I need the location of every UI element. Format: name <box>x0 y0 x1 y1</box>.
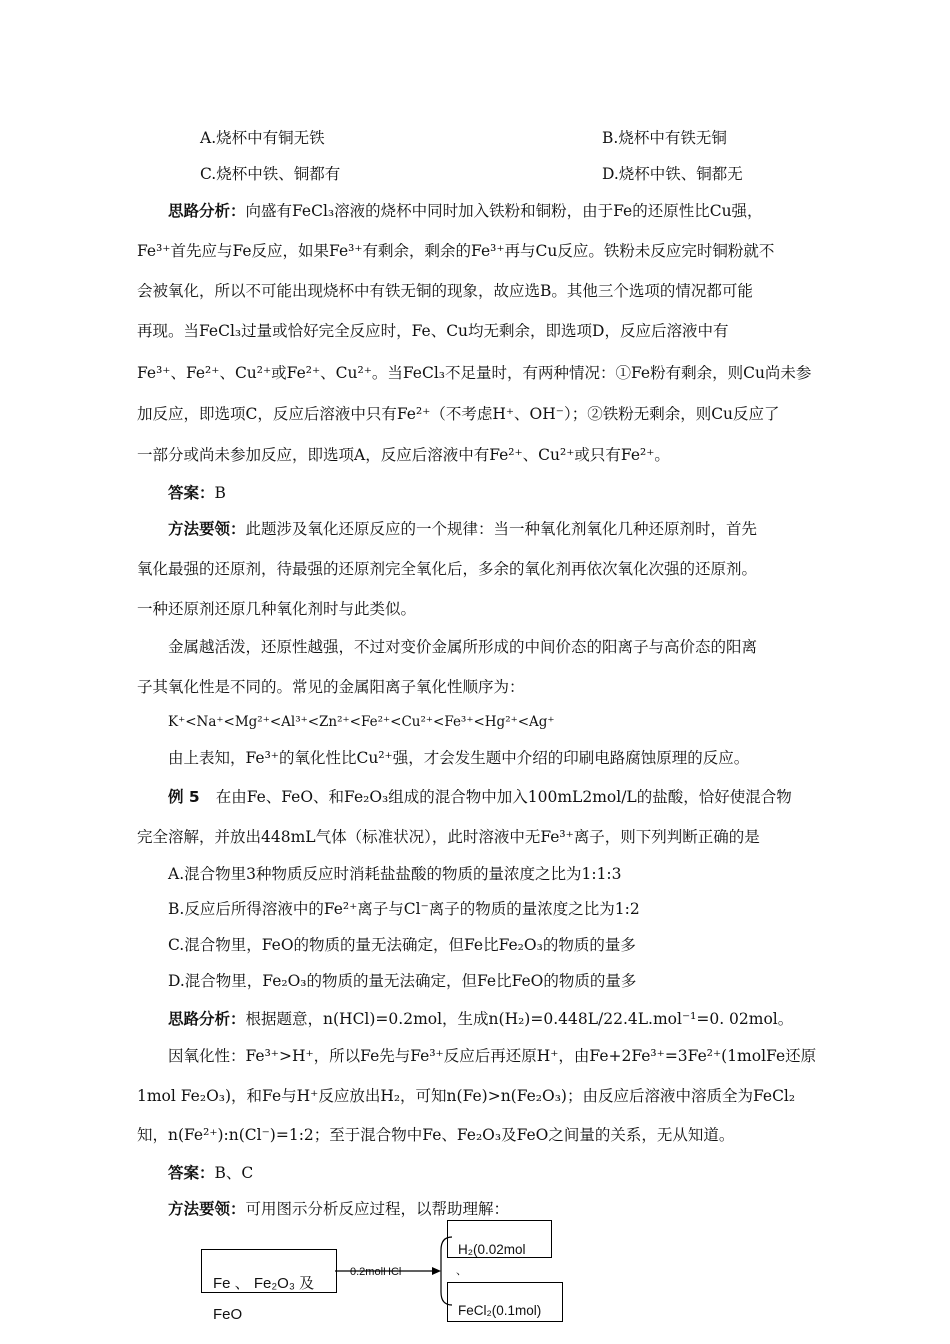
method2-line1: 方法要领：可用图示分析反应过程，以帮助理解： <box>168 1200 510 1218</box>
metal-para-line1: 金属越活泼，还原性越强，不过对变价金属所形成的中间价态的阳离子与高价态的阳离 <box>168 638 758 656</box>
analysis2-line1: 思路分析：根据题意，n(HCl)=0.2mol，生成n(H₂)=0.448L/22.4L.mol⁻¹=0. 02mol。 <box>168 1010 794 1028</box>
analysis1-line3: 会被氧化，所以不可能出现烧杯中有铁无铜的现象，故应选B。其他三个选项的情况都可能 <box>137 282 753 300</box>
oxidizing-order: K⁺<Na⁺<Mg²⁺<Al³⁺<Zn²⁺<Fe²⁺<Cu²⁺<Fe³⁺<Hg²⁺<Ag⁺ <box>168 714 555 730</box>
metal-para-line2: 子其氧化性是不同的。常见的金属阳离子氧化性顺序为： <box>137 678 525 696</box>
example5-option-a: A.混合物里3种物质反应时消耗盐盐酸的物质的量浓度之比为1:1:3 <box>168 865 622 883</box>
answer1-label: 答案： <box>168 484 215 502</box>
method1-line3: 一种还原剂还原几种氧化剂时与此类似。 <box>137 600 417 618</box>
analysis1-label: 思路分析： <box>168 202 246 220</box>
analysis1-line5: Fe³⁺、Fe²⁺、Cu²⁺或Fe²⁺、Cu²⁺。当FeCl₃不足量时，有两种情况：①Fe粉有剩余，则Cu尚未参 <box>137 364 812 382</box>
method1-line1: 方法要领：此题涉及氧化还原反应的一个规律：当一种氧化剂氧化几种还原剂时，首先 <box>168 520 758 538</box>
analysis1-line7: 一部分或尚未参加反应，即选项A，反应后溶液中有Fe²⁺、Cu²⁺或只有Fe²⁺。 <box>137 446 670 464</box>
analysis1-line2: Fe³⁺首先应与Fe反应，如果Fe³⁺有剩余，剩余的Fe³⁺再与Cu反应。铁粉未反应完时铜粉就不 <box>137 242 775 260</box>
method2-label: 方法要领： <box>168 1200 246 1218</box>
analysis2-line4: 知，n(Fe²⁺):n(Cl⁻)=1:2；至于混合物中Fe、Fe₂O₃及FeO之间量的关系，无从知道。 <box>137 1126 735 1144</box>
answer2 <box>168 1163 253 1183</box>
analysis2-line2: 因氧化性：Fe³⁺>H⁺，所以Fe先与Fe³⁺反应后再还原H⁺，由Fe+2Fe³⁺=3Fe²⁺(1molFe还原 <box>168 1047 817 1065</box>
answer2-label: 答案： <box>168 1164 215 1182</box>
option-d: D.烧杯中铁、铜都无 <box>602 165 743 183</box>
hydrogen-label-tail: 、 <box>456 1265 467 1277</box>
ferrous-chloride-label: FeCl₂(0.1mol) <box>458 1303 542 1318</box>
analysis2-line3: 1mol Fe₂O₃)，和Fe与H⁺反应放出H₂，可知n(Fe)>n(Fe₂O₃)；由反应后溶液中溶质全为FeCl₂ <box>137 1087 796 1105</box>
example5-line1: 例 5 在由Fe、FeO、和Fe₂O₃组成的混合物中加入100mL2mol/L的盐酸，恰好使混合物 <box>168 788 792 806</box>
analysis1-line1: 思路分析：向盛有FeCl₃溶液的烧杯中同时加入铁粉和铜粉，由于Fe的还原性比Cu强， <box>168 202 763 220</box>
analysis1-line4: 再现。当FeCl₃过量或恰好完全反应时，Fe、Cu均无剩余，即选项D，反应后溶液中有 <box>137 322 729 340</box>
method1-label: 方法要领： <box>168 520 246 538</box>
reactants-label-line1: Fe 、 Fe₂O₃ 及 <box>213 1275 315 1292</box>
analysis2-label: 思路分析： <box>168 1010 246 1028</box>
answer2-value: B、C <box>214 1164 254 1182</box>
option-c: C.烧杯中铁、铜都有 <box>200 165 341 183</box>
method1-line2: 氧化最强的还原剂，待最强的还原剂完全氧化后，多余的氧化剂再依次氧化次强的还原剂。 <box>137 560 758 578</box>
example5-line2: 完全溶解，并放出448mL气体（标准状况），此时溶液中无Fe³⁺离子，则下列判断正确的是 <box>137 828 760 846</box>
analysis1-line6: 加反应，即选项C，反应后溶液中只有Fe²⁺（不考虑H⁺、OH⁻）；②铁粉无剩余，则Cu反应了 <box>137 405 780 423</box>
hydrogen-label: H₂(0.02mol <box>458 1242 526 1257</box>
answer1-value: B <box>214 484 226 502</box>
example5-option-c: C.混合物里，FeO的物质的量无法确定，但Fe比Fe₂O₃的物质的量多 <box>168 936 636 954</box>
example5-label: 例 5 <box>168 788 200 806</box>
option-a: A.烧杯中有铜无铁 <box>200 129 325 147</box>
metal-para-line3: 由上表知，Fe³⁺的氧化性比Cu²⁺强，才会发生题中介绍的印刷电路腐蚀原理的反应。 <box>168 749 750 767</box>
arrow-label: 0.2molHCl <box>350 1266 402 1278</box>
reaction-arrow-head <box>432 1267 441 1275</box>
example5-option-b: B.反应后所得溶液中的Fe²⁺离子与Cl⁻离子的物质的量浓度之比为1:2 <box>168 900 640 918</box>
example5-option-d: D.混合物里，Fe₂O₃的物质的量无法确定，但Fe比FeO的物质的量多 <box>168 972 637 990</box>
answer1 <box>168 483 226 503</box>
reactants-label-line2: FeO <box>213 1306 243 1323</box>
option-b: B.烧杯中有铁无铜 <box>602 129 727 147</box>
